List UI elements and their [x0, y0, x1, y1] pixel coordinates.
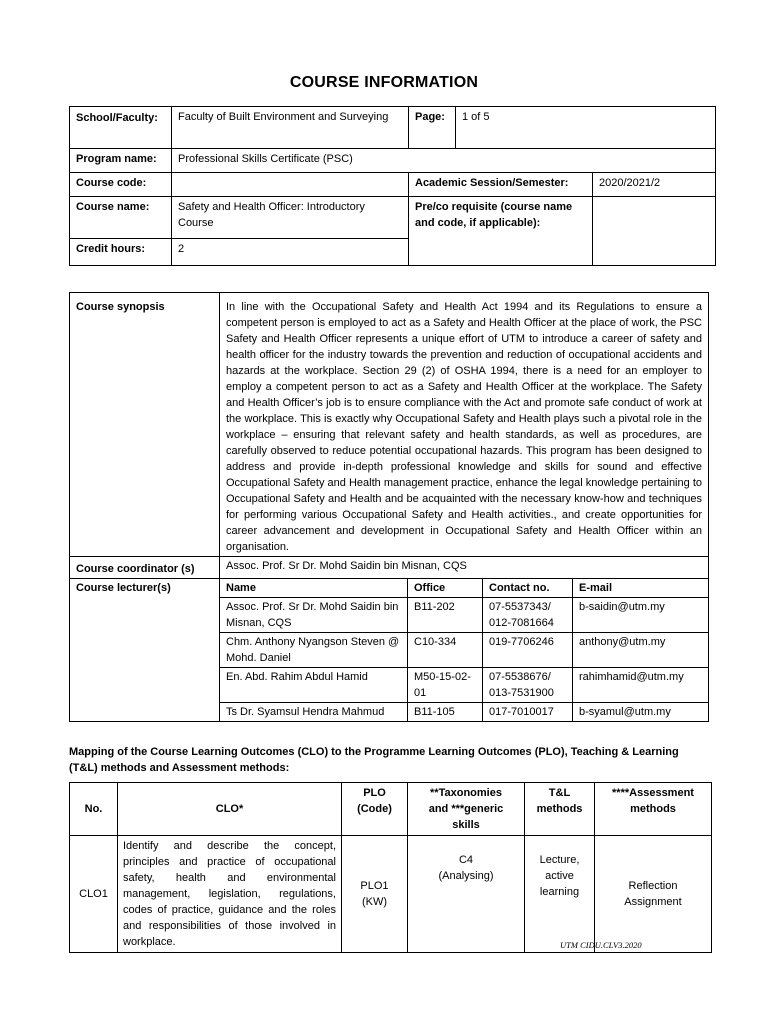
- coordinator-label: Course coordinator (s): [70, 557, 220, 579]
- lecturer-office: B11-202: [408, 598, 483, 633]
- lecturer-email: b-saidin@utm.my: [573, 598, 709, 633]
- synopsis-label: Course synopsis: [70, 293, 220, 557]
- lecturer-name: Ts Dr. Syamsul Hendra Mahmud: [220, 703, 408, 722]
- lecturer-header-name: Name: [220, 579, 408, 598]
- lecturer-name: En. Abd. Rahim Abdul Hamid: [220, 668, 408, 703]
- lecturer-name: Assoc. Prof. Sr Dr. Mohd Saidin bin Misnan, CQS: [220, 598, 408, 633]
- school-label: School/Faculty:: [70, 107, 172, 149]
- page-value: 1 of 5: [456, 107, 716, 149]
- school-value: Faculty of Built Environment and Surveying: [172, 107, 409, 149]
- header-no: No.: [70, 783, 118, 836]
- page-title: COURSE INFORMATION: [289, 74, 479, 91]
- program-value: Professional Skills Certificate (PSC): [172, 149, 716, 173]
- lecturer-contact: 07-5538676/ 013-7531900: [483, 668, 573, 703]
- clo-no: CLO1: [70, 836, 118, 953]
- header-plo: PLO (Code): [342, 783, 408, 836]
- lecturer-email: b-syamul@utm.my: [573, 703, 709, 722]
- lecturer-header-email: E-mail: [573, 579, 709, 598]
- page-label: Page:: [409, 107, 456, 149]
- clo-description: Identify and describe the concept, principles and practice of occupational safety, health and environmental management, legislation, regulations, codes of practice, guidance and the roles and responsibilities of those involved in workplace.: [118, 836, 342, 953]
- lecturer-office: M50-15-02-01: [408, 668, 483, 703]
- program-label: Program name:: [70, 149, 172, 173]
- credit-value: 2: [172, 239, 409, 266]
- lecturer-header-office: Office: [408, 579, 483, 598]
- code-value: [172, 173, 409, 197]
- clo-tl-methods: Lecture, active learning: [525, 836, 595, 953]
- lecturer-name: Chm. Anthony Nyangson Steven @ Mohd. Daniel: [220, 633, 408, 668]
- header-assessment: ****Assessment methods: [595, 783, 712, 836]
- footer-code: UTM CIDU.CLV3.2020: [560, 940, 642, 950]
- lecturer-header-contact: Contact no.: [483, 579, 573, 598]
- prereq-label: Pre/co requisite (course name and code, if applicable):: [409, 197, 593, 266]
- lecturers-label: Course lecturer(s): [70, 579, 220, 722]
- coordinator-value: Assoc. Prof. Sr Dr. Mohd Saidin bin Misnan, CQS: [220, 557, 709, 579]
- header-clo: CLO*: [118, 783, 342, 836]
- header-tl: T&L methods: [525, 783, 595, 836]
- mapping-heading: Mapping of the Course Learning Outcomes (CLO) to the Programme Learning Outcomes (PLO), Teaching & Learning (T&L) methods and Assessment methods:: [69, 746, 679, 774]
- code-label: Course code:: [70, 173, 172, 197]
- session-value: 2020/2021/2: [593, 173, 716, 197]
- prereq-value: [593, 197, 716, 266]
- course-details-table: [69, 292, 709, 722]
- lecturer-office: C10-334: [408, 633, 483, 668]
- lecturer-contact: 07-5537343/ 012-7081664: [483, 598, 573, 633]
- session-label: Academic Session/Semester:: [409, 173, 593, 197]
- course-name-label: Course name:: [70, 197, 172, 239]
- course-name-value: Safety and Health Officer: Introductory Course: [172, 197, 409, 239]
- synopsis-text: In line with the Occupational Safety and Health Act 1994 and its Regulations to ensure a competent person is employed to act as a Safety and Health Officer at the place of work, the PSC Safety and Health Officer represents a unique effort of UTM to introduce a career of safety and health officer for the industry towards the prevention and reduction of occupational accidents and hazards at the workplace. Section 29 (2) of OSHA 1994, there is a need for an employer to employ a competent person to act as a Safety and Health Officer at the workplace. The Safety and Health Officer’s job is to ensure compliance with the Act and promote safe conduct of work at the workplace. This is exactly why Occupational Safety and Health plays such a pivotal role in the workplace – ensuring that relevant safety and health standards, as well as procedures, are carefully observed to reduce potential occupational hazards. This program has been designed to address and provide in-depth professional knowledge and skills for sound and effective Occupational Safety and Health management practice, enhance the legal knowledge pertaining to Occupational Safety and Health and be acquainted with the necessary know-how and techniques for performing various Occupational Safety and Health activities., and create opportunities for career advancement and development in Occupational Safety and Health Officer within an organisation.: [220, 293, 709, 557]
- credit-label: Credit hours:: [70, 239, 172, 266]
- lecturer-email: rahimhamid@utm.my: [573, 668, 709, 703]
- clo-plo: PLO1 (KW): [342, 836, 408, 953]
- course-info-table: [69, 106, 716, 266]
- lecturer-office: B11-105: [408, 703, 483, 722]
- lecturer-contact: 017-7010017: [483, 703, 573, 722]
- lecturer-email: anthony@utm.my: [573, 633, 709, 668]
- clo-mapping-table: [69, 782, 712, 953]
- lecturer-contact: 019-7706246: [483, 633, 573, 668]
- clo-taxonomy: C4 (Analysing): [408, 836, 525, 953]
- clo-row: [70, 836, 712, 953]
- header-taxonomies: **Taxonomies and ***generic skills: [408, 783, 525, 836]
- clo-assessment: Reflection Assignment: [595, 836, 712, 953]
